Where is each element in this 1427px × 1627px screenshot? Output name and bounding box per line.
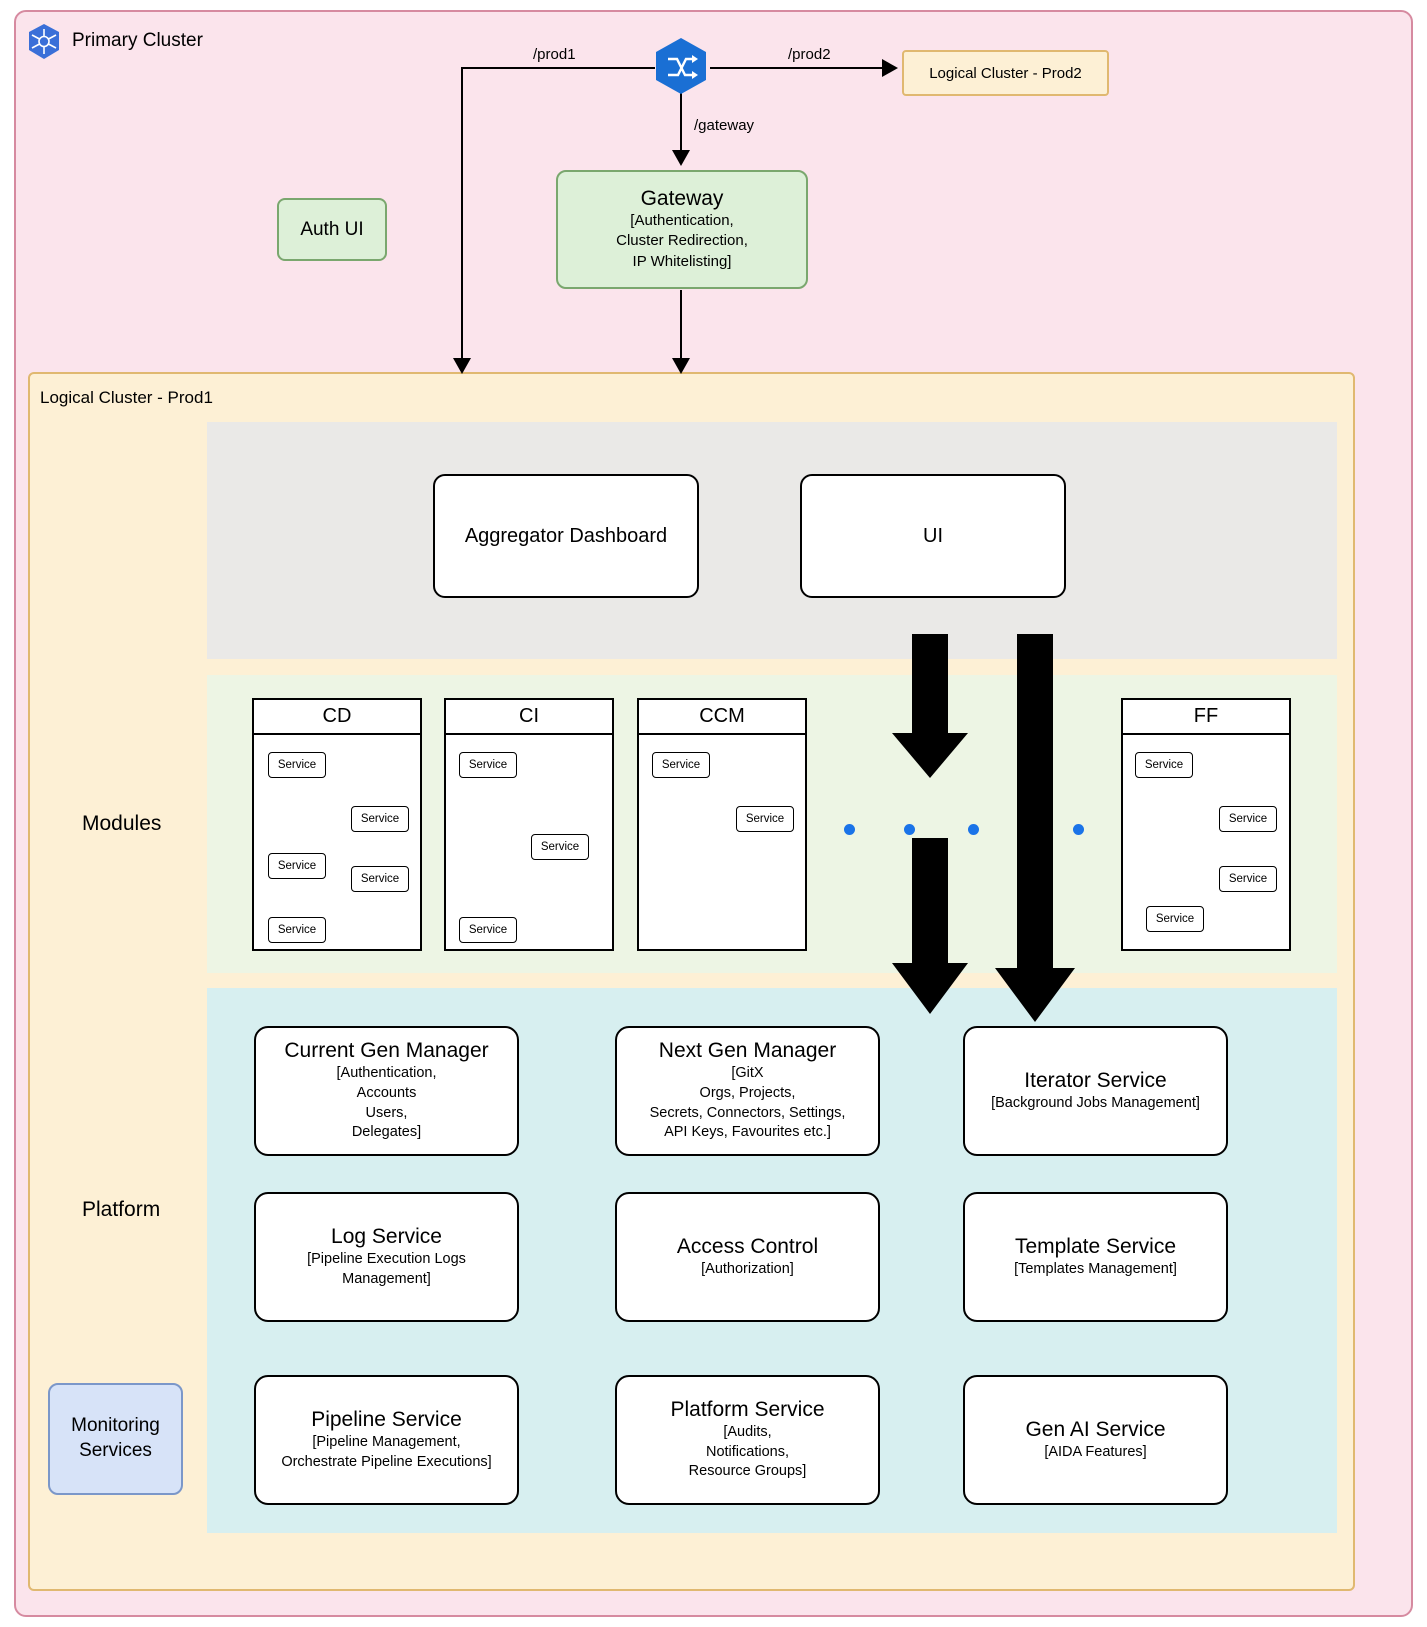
module-ci-service-1[interactable] [459,752,517,778]
service-label: Service [1228,813,1268,825]
gateway-node[interactable] [556,170,808,289]
service-label: Service [360,873,400,885]
platform-node-current-gen-manager[interactable] [254,1026,519,1156]
node-title: Gen AI Service [1025,1417,1166,1441]
gateway-sub [616,211,748,272]
node-sub-line: [AIDA Features] [1044,1443,1147,1460]
node-sub-line: API Keys, Favourites etc.] [664,1124,831,1141]
module-cd-service-3[interactable] [268,853,326,879]
node-title: Access Control [676,1234,819,1258]
node-sub [701,1260,794,1280]
module-ci-service-3[interactable] [459,917,517,943]
service-label: Service [745,813,785,825]
service-label: Service [468,759,508,771]
node-sub-line: [Audits, [723,1424,772,1441]
module-ccm-service-2[interactable] [736,806,794,832]
edge-label-prod1: /prod1 [533,46,576,63]
node-sub-line: [Pipeline Execution Logs [307,1250,466,1267]
node-sub-line: [Authentication, [336,1065,437,1082]
node-title: Iterator Service [1024,1068,1167,1092]
node-sub [337,1064,437,1142]
service-label: Service [1155,913,1195,925]
primary-cluster-label: Primary Cluster [72,30,203,51]
service-label: Service [1228,873,1268,885]
node-sub [1044,1443,1146,1463]
module-ci-service-2[interactable] [531,834,589,860]
module-cd-service-1[interactable] [268,752,326,778]
platform-node-log-service[interactable] [254,1192,519,1322]
gateway-sub-line-2: Cluster Redirection, [616,232,748,250]
logical-cluster-prod2-node[interactable] [902,50,1109,96]
service-label: Service [277,759,317,771]
module-cd-service-4[interactable] [351,866,409,892]
logical-cluster-prod1-label: Logical Cluster - Prod1 [40,388,213,407]
node-sub [281,1433,491,1472]
monitoring-services-label-line-2: Services [79,1440,152,1461]
node-sub-line: [Authorization] [701,1260,794,1277]
ui-node-label: UI [923,525,943,547]
kubernetes-icon [24,22,64,62]
ellipsis-dot-1 [844,824,855,835]
node-sub-line: [GitX [731,1065,764,1082]
node-sub [991,1094,1200,1114]
ui-band [207,422,1337,659]
platform-node-platform-service[interactable] [615,1375,880,1505]
module-ccm-service-1[interactable] [652,752,710,778]
module-cd-title: CD [254,700,420,735]
module-cd-service-2[interactable] [351,806,409,832]
platform-node-access-control[interactable] [615,1192,880,1322]
monitoring-services-label-line-1: Monitoring [71,1415,160,1437]
service-label: Service [540,841,580,853]
auth-ui-node[interactable] [277,198,387,261]
node-sub-line: Notifications, [705,1443,789,1460]
node-title: Template Service [1014,1234,1177,1258]
service-label: Service [1144,759,1184,771]
module-ff-service-1[interactable] [1135,752,1193,778]
gateway-sub-line-1: [Authentication, [630,212,734,230]
node-sub-line: Management] [342,1270,431,1287]
node-sub-line: Orchestrate Pipeline Executions] [281,1453,492,1470]
auth-ui-label: Auth UI [300,218,364,240]
node-sub-line: Accounts [356,1084,417,1101]
node-title: Platform Service [670,1398,825,1422]
node-title: Log Service [331,1224,442,1248]
monitoring-services-node[interactable] [48,1383,183,1495]
module-ccm-title: CCM [639,700,805,735]
gateway-title: Gateway [640,187,724,211]
node-sub-line: [Templates Management] [1014,1260,1177,1277]
edge-label-prod2: /prod2 [788,46,831,63]
monitoring-services-label [71,1414,160,1463]
node-sub-line: Resource Groups] [688,1463,807,1480]
module-ff-service-2[interactable] [1219,806,1277,832]
node-title: Next Gen Manager [658,1039,837,1063]
node-sub-line: Delegates] [351,1124,422,1141]
edge-label-gateway: /gateway [694,117,755,134]
service-label: Service [661,759,701,771]
ellipsis-dot-4 [1073,824,1084,835]
node-title: Current Gen Manager [284,1039,489,1063]
platform-band-title: Platform [82,1198,161,1221]
aggregator-dashboard-label: Aggregator Dashboard [464,525,668,547]
modules-band-title: Modules [82,812,162,835]
platform-node-next-gen-manager[interactable] [615,1026,880,1156]
module-ci-title: CI [446,700,612,735]
platform-node-iterator-service[interactable] [963,1026,1228,1156]
node-title: Pipeline Service [311,1407,462,1431]
platform-node-pipeline-service[interactable] [254,1375,519,1505]
aggregator-dashboard-node[interactable] [433,474,699,598]
node-sub-line: Orgs, Projects, [699,1084,796,1101]
platform-node-gen-ai-service[interactable] [963,1375,1228,1505]
module-ff-title: FF [1123,700,1289,735]
module-ff-service-4[interactable] [1146,906,1204,932]
node-sub [650,1064,846,1142]
service-label: Service [277,924,317,936]
node-sub-line: Users, [365,1104,408,1121]
module-ff-service-3[interactable] [1219,866,1277,892]
ellipsis-dot-2 [904,824,915,835]
ellipsis-dot-3 [968,824,979,835]
gateway-sub-line-3: IP Whitelisting] [632,252,732,270]
platform-node-template-service[interactable] [963,1192,1228,1322]
service-label: Service [277,860,317,872]
module-ci[interactable] [444,698,614,951]
node-sub [1014,1260,1177,1280]
service-label: Service [360,813,400,825]
logical-cluster-prod2-node-label: Logical Cluster - Prod2 [929,64,1082,82]
node-sub [307,1250,466,1289]
node-sub-line: [Pipeline Management, [312,1433,461,1450]
node-sub-line: [Background Jobs Management] [991,1094,1200,1111]
node-sub-line: Secrets, Connectors, Settings, [649,1104,846,1121]
module-cd-service-5[interactable] [268,917,326,943]
service-label: Service [468,924,508,936]
node-sub [689,1423,807,1482]
ui-node[interactable] [800,474,1066,598]
